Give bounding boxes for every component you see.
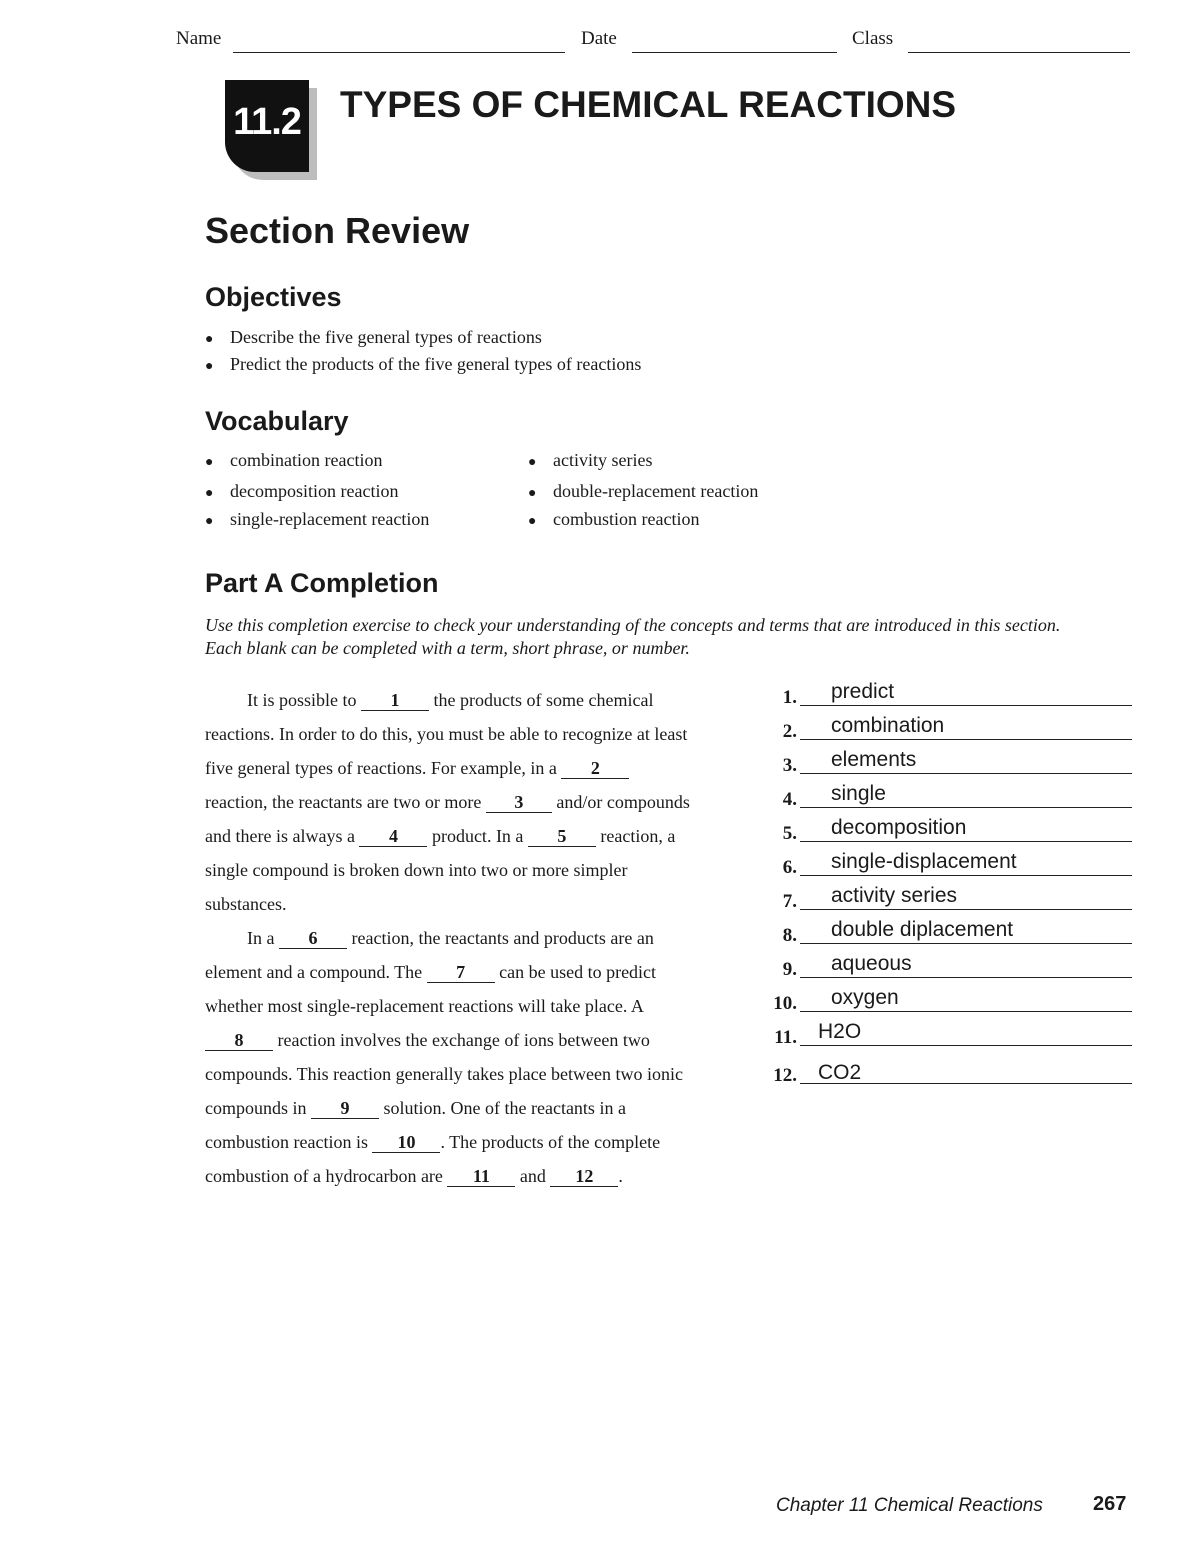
blank-10: 10 [372, 1132, 440, 1153]
answer-field[interactable]: CO2 [818, 1061, 862, 1084]
blank-12: 12 [550, 1166, 618, 1187]
answer-row: 4. single [770, 785, 1132, 819]
answer-field[interactable]: H2O [818, 1020, 862, 1043]
answer-row: 10. oxygen [770, 989, 1132, 1023]
part-a-heading: Part A Completion [205, 568, 439, 598]
blank-7: 7 [427, 962, 495, 983]
name-field[interactable] [233, 30, 565, 53]
completion-passage: It is possible to 1 the products of some chemical reactions. In order to do this, you must be able to recognize at least five general types of reactions. For example, in a 2 reaction, the reactants are two or more 3 and/or compounds and there is always a 4 product. In a 5 reaction, a single compound is broken down into two or more simpler substances. In a 6 reaction, the reactants and products are an element and a compound. The 7 can be used to predict whether most single-replacement reactions will take place. A 8 reaction involves the exchange of ions between two compounds. This reaction generally takes place between two ionic compounds in 9 solution. One of the reactants in a combustion reaction is 10 . The products of the complete combustion of a hydrocarbon are 11 and 12 . [205, 690, 690, 1186]
vocab-item: ● decomposition reaction [205, 481, 399, 501]
blank-6: 6 [279, 928, 347, 949]
answer-row: 9. aqueous [770, 955, 1132, 989]
answer-field[interactable]: double diplacement [831, 918, 1014, 941]
page-title: TYPES OF CHEMICAL REACTIONS [340, 84, 957, 125]
answer-row: 2. combination [770, 717, 1132, 751]
answer-field[interactable]: activity series [831, 884, 958, 907]
vocab-item: ● activity series [528, 450, 653, 470]
answer-row: 8. double diplacement [770, 921, 1132, 955]
answer-row: 1. predict [770, 683, 1132, 717]
blank-5: 5 [528, 826, 596, 847]
answer-field[interactable]: single-displacement [831, 850, 1017, 873]
page-number: 267 [1093, 1493, 1127, 1515]
name-label: Name [176, 28, 222, 49]
answer-field[interactable]: decomposition [831, 816, 967, 839]
vocab-item: ● double-replacement reaction [528, 481, 759, 501]
vocab-item: ● combination reaction [205, 450, 383, 470]
answer-field[interactable]: single [831, 782, 886, 805]
answer-list [770, 680, 1132, 1095]
vocabulary-heading: Vocabulary [205, 406, 349, 436]
answer-field[interactable]: oxygen [831, 986, 899, 1009]
class-label: Class [852, 28, 894, 49]
answer-row: 7. activity series [770, 887, 1132, 921]
blank-8: 8 [205, 1030, 273, 1051]
date-label: Date [581, 28, 617, 49]
date-field[interactable] [632, 30, 837, 53]
section-number: 11.2 [225, 80, 309, 172]
objective-item: ● Predict the products of the five general types of reactions [205, 354, 642, 374]
blank-4: 4 [359, 826, 427, 847]
blank-9: 9 [311, 1098, 379, 1119]
blank-1: 1 [361, 690, 429, 711]
answer-row: 6. single-displacement [770, 853, 1132, 887]
section-number-badge [225, 80, 309, 172]
answer-field[interactable]: elements [831, 748, 917, 771]
instructions: Use this completion exercise to check your understanding of the concepts and terms that are introduced in this section. Each blank can be completed with a term, short phrase, or number. [205, 615, 1061, 658]
answer-field[interactable]: combination [831, 714, 945, 737]
objective-item: ● Describe the five general types of reactions [205, 327, 542, 347]
class-field[interactable] [908, 30, 1130, 53]
blank-11: 11 [447, 1166, 515, 1187]
answer-row: 11. H2O [770, 1023, 1132, 1057]
answer-field[interactable]: predict [831, 680, 895, 703]
footer-chapter: Chapter 11 Chemical Reactions [776, 1495, 1043, 1516]
blank-3: 3 [486, 792, 552, 813]
answer-row: 3. elements [770, 751, 1132, 785]
blank-2: 2 [561, 758, 629, 779]
answer-row: 12. CO2 [770, 1061, 1132, 1095]
objectives-heading: Objectives [205, 282, 342, 312]
answer-row: 5. decomposition [770, 819, 1132, 853]
answer-field[interactable]: aqueous [831, 952, 912, 975]
vocab-item: ● combustion reaction [528, 509, 700, 529]
vocab-item: ● single-replacement reaction [205, 509, 430, 529]
section-title: Section Review [205, 210, 470, 251]
